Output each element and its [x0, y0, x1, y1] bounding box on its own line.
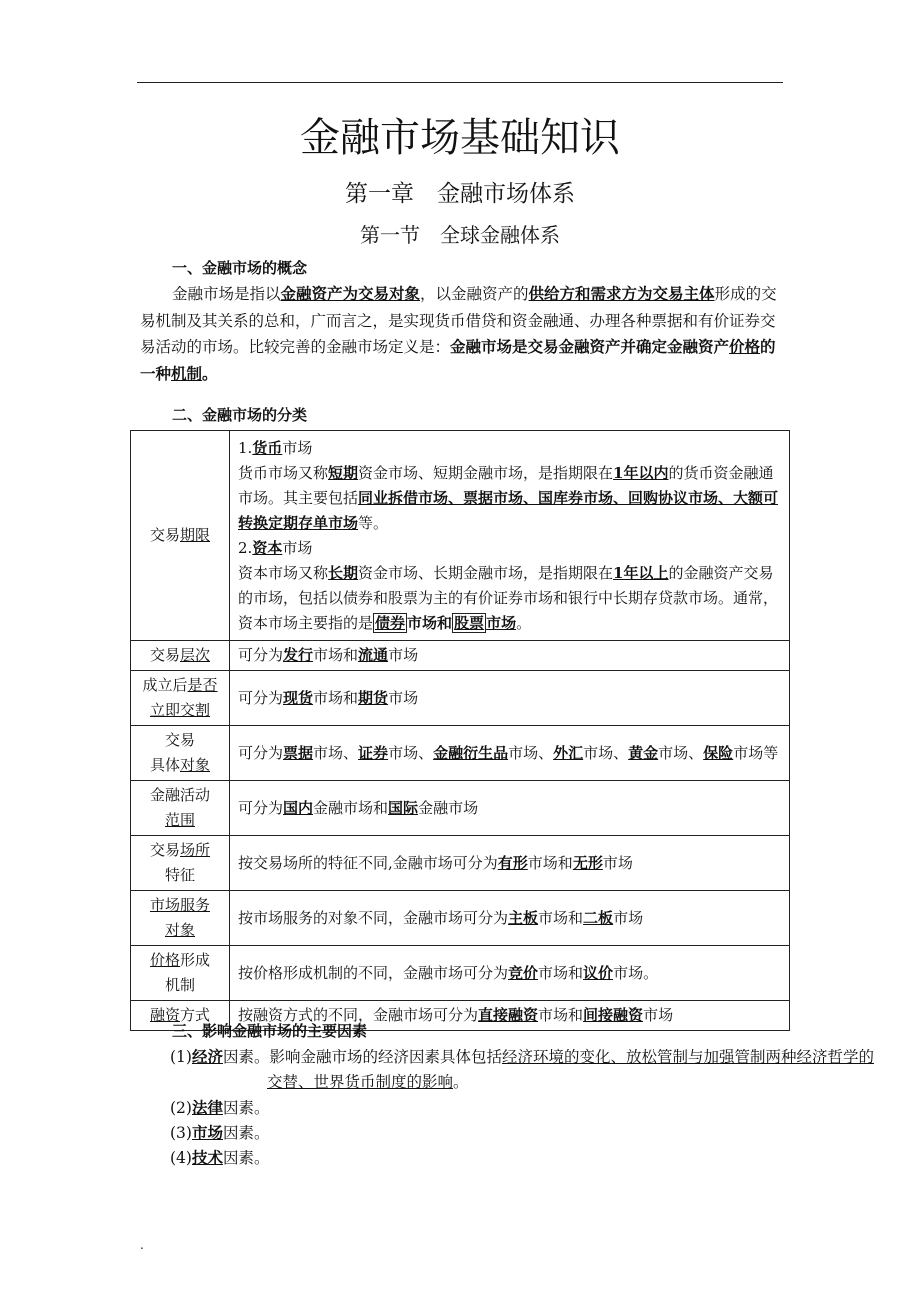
heading-concept: 一、金融市场的概念 — [172, 259, 308, 277]
row-key: 融资方式 — [131, 1001, 230, 1031]
table-row — [131, 891, 790, 946]
row-key: 金融活动 范围 — [131, 781, 230, 836]
row-key: 成立后是否 立即交割 — [131, 671, 230, 726]
row-value: 按交易场所的特征不同,金融市场可分为有形市场和无形市场 — [230, 836, 790, 891]
row-key: 价格形成 机制 — [131, 946, 230, 1001]
factor-item: (1)经济因素。影响金融市场的经济因素具体包括经济环境的变化、放松管制与加强管制两种经济哲学的交替、世界货币制度的影响。 — [170, 1047, 875, 1091]
section-heading: 第一节 全球金融体系 — [360, 223, 560, 247]
table-row — [131, 671, 790, 726]
factor-item: (3)市场因素。 — [170, 1123, 270, 1142]
classification-table — [130, 430, 790, 1031]
table-row — [131, 726, 790, 781]
row-value: 按融资方式的不同，金融市场可分为直接融资市场和间接融资市场 — [230, 1001, 790, 1031]
footer-dot: . — [140, 1238, 144, 1252]
factor-item: (2)法律因素。 — [170, 1098, 270, 1117]
heading-classification: 二、金融市场的分类 — [172, 406, 308, 424]
header-rule — [137, 82, 783, 83]
chapter-heading: 第一章 金融市场体系 — [345, 181, 575, 207]
row-key: 交易场所 特征 — [131, 836, 230, 891]
row-value: 可分为发行市场和流通市场 — [230, 641, 790, 671]
row-value: 可分为现货市场和期货市场 — [230, 671, 790, 726]
row-key: 交易 具体对象 — [131, 726, 230, 781]
table-row — [131, 641, 790, 671]
row-key: 交易期限 — [131, 431, 230, 641]
table-row — [131, 781, 790, 836]
concept-paragraph: 金融市场是指以金融资产为交易对象，以金融资产的供给方和需求方为交易主体形成的交易机制及其关系的总和，广而言之，是实现货币借贷和资金融通、办理各种票据和有价证券交易活动的市场。比较完善的金融市场定义是：金融市场是交易金融资产并确定金融资产价格的一种机制。 — [140, 284, 777, 383]
row-key: 市场服务 对象 — [131, 891, 230, 946]
factor-item: (4)技术因素。 — [170, 1148, 270, 1167]
table-row — [131, 836, 790, 891]
row-key: 交易层次 — [131, 641, 230, 671]
row-value: 1.货币市场 货币市场又称短期资金市场、短期金融市场，是指期限在1年以内的货币资金融通市场。其主要包括同业拆借市场、票据市场、国库券市场、回购协议市场、大额可转换定期存单市场等。 2.资本市场 资本市场又称长期资金市场、长期金融市场，是指期限在1年以上的金融资产交易的市场，包括以债券和股票为主的有价证券市场和银行中长期存贷款市场。通常，资本市场主要指的是 债券 市场和 股票 市场。 — [230, 431, 790, 641]
table-row — [131, 431, 790, 641]
row-value: 按价格形成机制的不同，金融市场可分为竞价市场和议价市场。 — [230, 946, 790, 1001]
row-value: 可分为票据市场、证券市场、金融衍生品市场、外汇市场、黄金市场、保险市场等 — [230, 726, 790, 781]
table-row — [131, 946, 790, 1001]
heading-factors: 三、影响金融市场的主要因素 — [172, 1022, 368, 1040]
row-value: 可分为国内金融市场和国际金融市场 — [230, 781, 790, 836]
row-value: 按市场服务的对象不同，金融市场可分为主板市场和二板市场 — [230, 891, 790, 946]
page-title: 金融市场基础知识 — [300, 115, 620, 161]
